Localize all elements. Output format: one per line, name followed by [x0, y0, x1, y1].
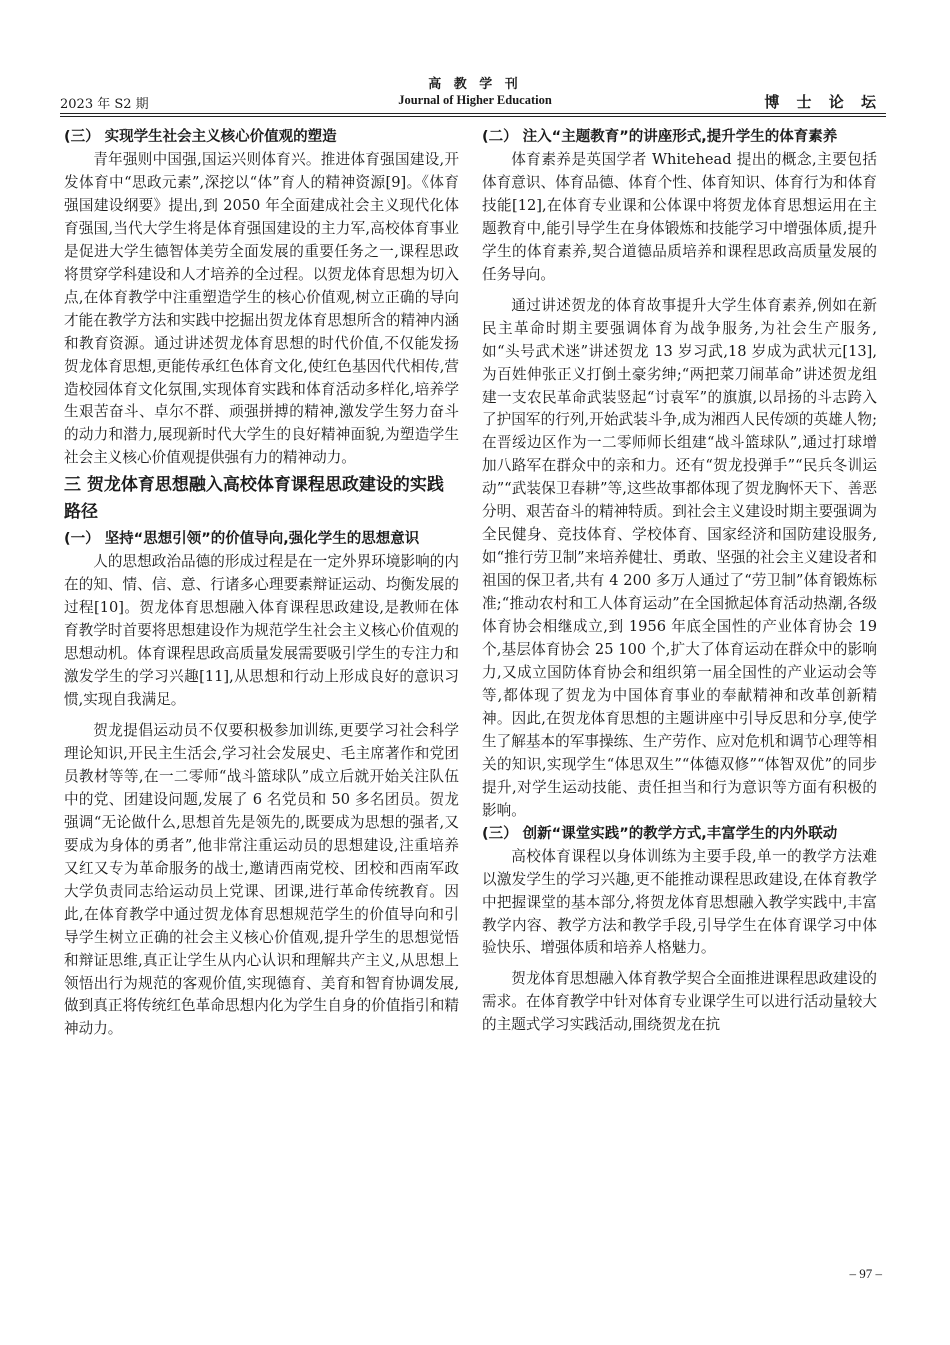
paragraph: 高校体育课程以身体训练为主要手段,单一的教学方法难以激发学生的学习兴趣,更不能推动课程思政建设,在体育教学中把握课堂的基本部分,将贺龙体育思想融入教学实践中,丰富教学内容、教学方法和教学手段,引导学生在体育课学习中体验快乐、增强体质和培养人格魅力。: [482, 847, 877, 957]
paragraph: 体育素养是英国学者 Whitehead 提出的概念,主要包括体育意识、体育品德、体育个性、体育知识、体育行为和体育技能[12],在体育专业课和公体课中将贺龙体育思想运用在主题教育中,能引导学生在身体锻炼和技能学习中增强体质,提升学生的体育素养,契合道德品质培养和课程思政高质量发展的任务导向。: [482, 151, 877, 283]
right-column: [482, 126, 877, 1037]
section-heading-3-1: (一） 坚持“思想引领”的价值导向,强化学生的思想意识: [64, 531, 420, 548]
section-heading-3-3b: (三） 创新“课堂实践”的教学方式,丰富学生的内外联动: [482, 825, 838, 842]
section-heading-3-3: (三） 实现学生社会主义核心价值观的塑造: [64, 129, 337, 145]
journal-title-en: Journal of Higher Education: [398, 93, 552, 107]
paragraph: 通过讲述贺龙的体育故事提升大学生体育素养,例如在新民主革命时期主要强调体育为战争服务,为社会生产服务,如“头号武术迷”讲述贺龙 13 岁习武,18 岁成为武状元[13],为百姓伸张正义打倒土豪劣绅;“两把菜刀闹革命”讲述贺龙组建一支农民革命武装竖起“讨袁军”的旗旗,以昂扬的斗志跨入了护国军的行列,开始武装斗争,成为湘西人民传颂的英雄人物;在晋绥边区作为一二零师师长组建“战斗篮球队”,通过打球增加八路军在群众中的亲和力。还有“贺龙投弹手”“民兵冬训运动”“武装保卫春耕”等,这些故事都体现了贺龙胸怀天下、善恶分明、艰苦奋斗的精神特质。到社会主义建设时期主要强调为全民健身、竞技体育、学校体育、国家经济和国防建设服务,如“推行劳卫制”来培养健壮、勇敢、坚强的社会主义建设者和祖国的保卫者,共有 4 200 多万人通过了“劳卫制”体育锻炼标准;“推动农村和工人体育运动”在全国掀起体育活动热潮,各级体育协会相继成立,到 1956 年底全国性的产业体育协会 19 个,基层体育协会 25 100 个,扩大了体育运动在群众中的影响力,又成立国防体育协会和组织第一届全国性的产业运动会等等,都体现了贺龙为中国体育事业的奉献精神和改革创新精神。因此,在贺龙体育思想的主题讲座中引导反思和分享,使学生了解基本的军事操练、生产劳作、应对危机和调节心理等相关的知识,实现学生“体思双生”“体德双修”“体智双优”的同步提升,对学生运动技能、责任担当和行为意识等方面有积极的影响。: [482, 296, 877, 819]
page-number: – 97 –: [849, 1266, 882, 1281]
paragraph: 人的思想政治品德的形成过程是在一定外界环境影响的内在的知、情、信、意、行诸多心理要素辩证运动、均衡发展的过程[10]。贺龙体育思想融入体育课程思政建设,是教师在体育教学时首要将思想建设作为规范学生社会主义核心价值观的思想动机。体育课程思政高质量发展需要吸引学生的专注力和激发学生的学习兴趣[11],从思想和行动上形成良好的意识习惯,实现自我满足。: [64, 553, 459, 709]
paragraph: 贺龙体育思想融入体育教学契合全面推进课程思政建设的需求。在体育教学中针对体育专业课学生可以进行活动量较大的主题式学习实践活动,围绕贺龙在抗: [482, 970, 877, 1034]
left-column: [64, 126, 459, 1041]
journal-title-cn: 高 教 学 刊: [428, 77, 522, 92]
issue-label: 2023 年 S2 期: [60, 97, 149, 112]
section-heading-3-2: (二） 注入“主题教育”的讲座形式,提升学生的体育素养: [482, 129, 838, 145]
paragraph: 青年强则中国强,国运兴则体育兴。推进体育强国建设,开发体育中“思政元素”,深挖以“体”育人的精神资源[9]。《体育强国建设纲要》提出,到 2050 年全面建成社会主义现代化体育强国,当代大学生将是体育强国建设的主力军,高校体育事业是促进大学生德智体美劳全面发展的重要任务之一,课程思政将贯穿学科建设和人才培养的全过程。以贺龙体育思想为切入点,在体育教学中注重塑造学生的核心价值观,树立正确的导向才能在教学方法和实践中挖掘出贺龙体育思想所含的精神内涵和教育资源。通过讲述贺龙体育思想的时代价值,不仅能发扬贺龙体育思想,更能传承红色体育文化,使红色基因代代相传,营造校园体育文化氛围,实现体育实践和体育活动多样化,培养学生艰苦奋斗、卓尔不群、顽强拼搏的精神,激发学生努力奋斗的动力和潜力,展现新时代大学生的良好精神面貌,为塑造学生社会主义核心价值观提供强有力的精神动力。: [64, 151, 459, 467]
header-rule-top: [60, 113, 886, 114]
section-label: 博 士 论 坛: [764, 93, 882, 111]
header-rule-bottom: [60, 116, 886, 117]
section-heading-3: 三 贺龙体育思想融入高校体育课程思政建设的实践路径: [64, 475, 444, 523]
paragraph: 贺龙提倡运动员不仅要积极参加训练,更要学习社会科学理论知识,开民主生活会,学习社会发展史、毛主席著作和党团员教材等等,在一二零师“战斗篮球队”成立后就开始关注队伍中的党、团建设问题,发展了 6 名党员和 50 多名团员。贺龙强调“无论做什么,思想首先是领先的,既要成为思想的强者,又要成为身体的勇者”,他非常注重运动员的思想建设,注重培养又红又专为革命服务的战士,邀请西南党校、团校和西南军政大学负责同志给运动员上党课、团课,进行革命传统教育。因此,在体育教学中通过贺龙体育思想规范学生的价值导向和引导学生树立正确的社会主义核心价值观,提升学生的思想觉悟和辩证思维,真正让学生从内心认识和理解共产主义,从思想上领悟出行为规范的客观价值,实现德育、美育和智育协调发展,做到真正将传统红色革命思想内化为学生自身的价值指引和精神动力。: [64, 722, 459, 1038]
